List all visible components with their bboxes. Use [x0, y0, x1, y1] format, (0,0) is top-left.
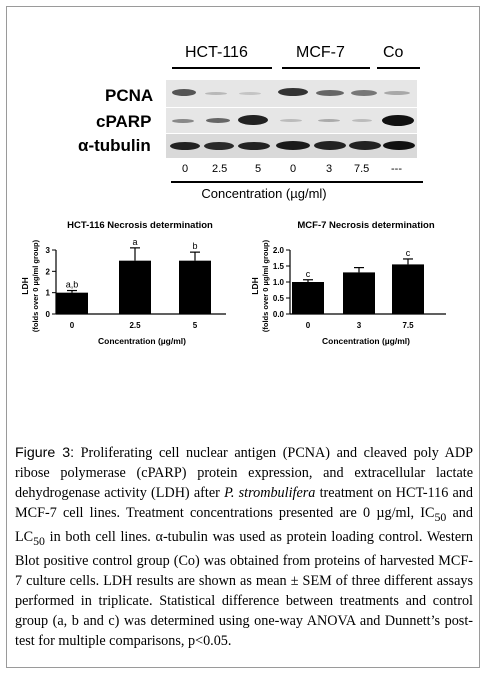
band: [239, 92, 261, 95]
group-underline-control: [377, 67, 420, 69]
conc-label: 0: [182, 163, 189, 175]
band: [352, 119, 372, 122]
band: [238, 115, 268, 125]
significance-label: a: [132, 236, 138, 247]
band: [172, 89, 196, 96]
row-label-tubulin: α-tubulin: [78, 136, 151, 155]
x-tick-label: 5: [192, 321, 198, 330]
band: [382, 115, 414, 126]
conc-label: ---: [391, 163, 402, 175]
band: [276, 141, 310, 150]
y-tick-label: 2.0: [272, 246, 284, 255]
caption-label: Figure 3:: [15, 445, 75, 461]
band: [205, 92, 227, 95]
band: [318, 119, 340, 122]
band: [278, 88, 308, 96]
bar: [179, 261, 211, 314]
y-tick-label: 1.5: [272, 262, 284, 271]
y-tick-label: 3: [45, 246, 50, 255]
band: [383, 141, 415, 150]
band: [316, 90, 344, 96]
bar: [343, 272, 375, 314]
concentration-axis-label: Concentration (µg/ml): [201, 186, 327, 201]
bar: [292, 282, 324, 314]
significance-label: b: [192, 241, 198, 252]
blot-strip-tubulin: [166, 134, 417, 158]
band: [238, 142, 270, 150]
caption-text: and LC: [15, 505, 473, 545]
x-axis-label: Concentration (µg/ml): [97, 336, 187, 346]
band: [384, 91, 410, 95]
band: [349, 141, 381, 150]
conc-label: 7.5: [354, 163, 370, 175]
blot-strip-cparp: [166, 108, 417, 133]
x-tick-label: 3: [356, 321, 362, 330]
chart-hct116: [14, 214, 246, 430]
band: [206, 118, 230, 123]
significance-label: c: [305, 268, 311, 279]
group-label-control: Co: [383, 44, 404, 61]
group-underline-mcf7: [282, 67, 370, 69]
conc-label: 5: [255, 163, 262, 175]
caption-species: P. strombulifera: [224, 485, 316, 501]
y-axis-label: LDH: [20, 277, 30, 295]
figure-caption: [15, 443, 473, 651]
conc-label: 2.5: [212, 163, 228, 175]
y-axis-label: LDH: [250, 277, 260, 295]
chart-title: HCT-116 Necrosis determination: [67, 220, 213, 231]
band: [314, 141, 346, 150]
x-tick-label: 0: [69, 321, 75, 330]
row-label-pcna: PCNA: [105, 86, 154, 105]
y-axis-sublabel: (folds over 0 µg/ml group): [261, 239, 270, 333]
y-tick-label: 2: [45, 267, 50, 277]
group-label-mcf7: MCF-7: [296, 44, 345, 61]
x-tick-label: 7.5: [402, 321, 414, 330]
caption-text: Proliferating cell nuclear antigen (PCNA) and cleaved poly ADP ribose polymerase (cPARP) protein expression, and extracellular lactate dehydrogenase activity (LDH) after: [15, 445, 473, 501]
group-underline-hct116: [172, 67, 272, 69]
band: [172, 119, 194, 123]
caption-text: treatment on HCT-116 and MCF-7 cell lines. Treatment concentrations presented are 0 µg/ml, IC: [15, 485, 473, 521]
caption-subscript: 50: [33, 533, 45, 548]
conc-label: 3: [326, 163, 333, 175]
chart-title: MCF-7 Necrosis determination: [297, 220, 435, 231]
y-tick-label: 0.5: [272, 294, 284, 303]
y-tick-label: 1.0: [272, 278, 284, 287]
significance-label: a,b: [65, 279, 79, 290]
y-tick-label: 0: [45, 310, 50, 319]
y-tick-label: 0.0: [272, 310, 284, 319]
band: [280, 119, 302, 122]
row-label-cparp: cPARP: [96, 112, 152, 131]
conc-label: 0: [290, 163, 297, 175]
y-axis-sublabel: (folds over 0 µg/ml group): [31, 239, 40, 333]
x-axis-label: Concentration (µg/ml): [321, 336, 411, 346]
group-label-hct116: HCT-116: [185, 44, 248, 61]
caption-subscript: 50: [434, 509, 447, 524]
y-tick-label: 1: [45, 288, 50, 298]
chart-mcf7: [244, 214, 476, 430]
significance-label: c: [405, 247, 411, 258]
band: [204, 142, 234, 150]
caption-text: in both cell lines. α-tubulin was used as protein loading control. Western Blot positive control group (Co) was obtained from proteins of harvested MCF-7 culture cells. LDH results are shown as mean ± SEM of three different assays performed in triplicate. Statistical difference between treatments and control group (a, b and c) was determined using one-way ANOVA and Dunnett’s post-test for multiple comparisons, p<0.05.: [15, 528, 473, 649]
bar: [56, 293, 88, 314]
blot-strip-pcna: [166, 80, 417, 107]
x-tick-label: 2.5: [129, 321, 141, 330]
band: [351, 90, 377, 96]
bar: [392, 264, 424, 314]
concentration-underline: [171, 181, 423, 183]
band: [170, 142, 200, 150]
bar: [119, 261, 151, 314]
x-tick-label: 0: [305, 321, 311, 330]
